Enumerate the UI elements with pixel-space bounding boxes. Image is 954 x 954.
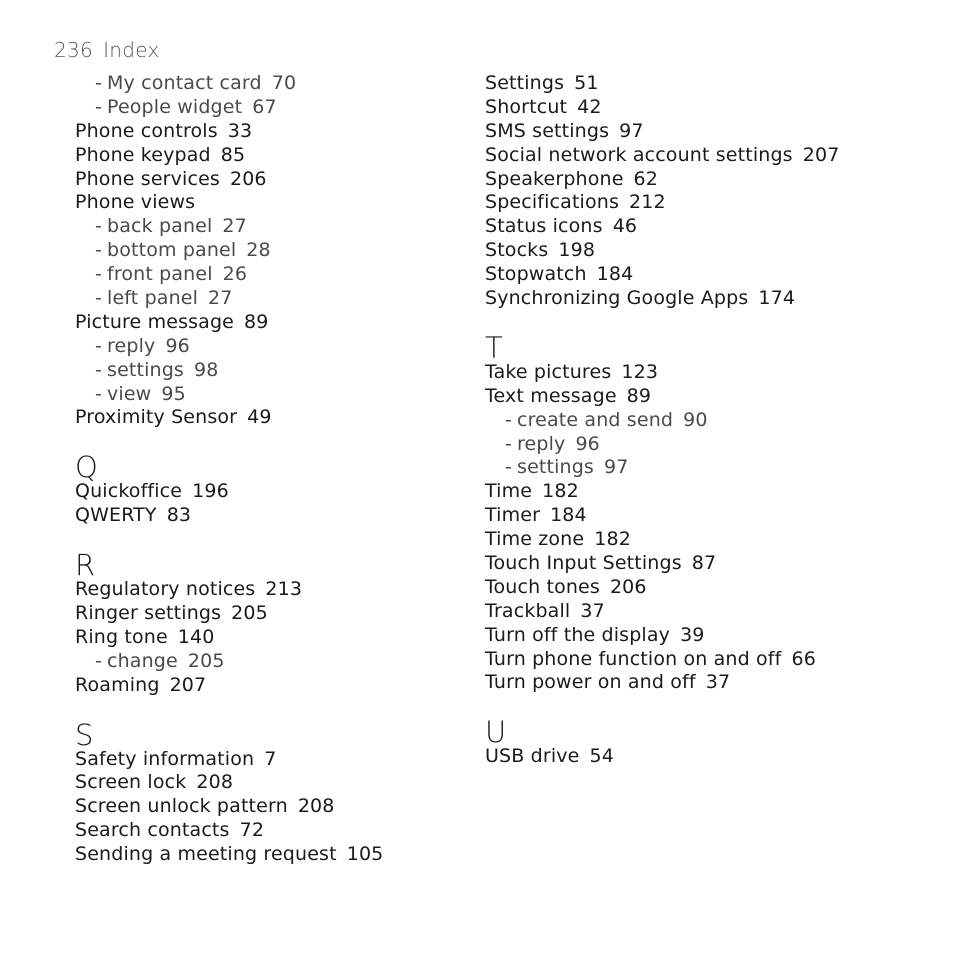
- subentry-dash: -: [505, 408, 513, 431]
- index-page-number: 105: [346, 843, 384, 866]
- index-term: Social network account settings: [485, 143, 793, 166]
- index-page-number: 174: [758, 287, 796, 310]
- index-entry: [75, 120, 383, 144]
- index-subentry: [75, 335, 383, 359]
- index-entry: [485, 600, 839, 624]
- index-term: People widget: [107, 95, 243, 118]
- index-entry: [485, 72, 839, 96]
- index-term: Text message: [485, 384, 617, 407]
- subentry-dash: -: [95, 95, 103, 118]
- index-entry: [75, 748, 383, 772]
- index-page-number: 87: [691, 552, 717, 575]
- index-page-number: 39: [680, 623, 705, 646]
- index-entry: [485, 576, 839, 600]
- index-term: reply: [107, 334, 156, 357]
- index-letter-heading: U: [485, 715, 507, 750]
- page-number: 236: [54, 38, 94, 62]
- page-header: [54, 38, 160, 62]
- index-term: Time: [485, 480, 533, 503]
- index-term: Ringer settings: [75, 602, 222, 625]
- index-term: Stopwatch: [485, 263, 587, 286]
- index-page-number: 95: [161, 382, 186, 405]
- index-page-number: 37: [580, 599, 605, 622]
- index-term: Speakerphone: [485, 167, 624, 190]
- subentry-dash: -: [95, 334, 103, 357]
- index-page-number: 206: [609, 575, 647, 598]
- index-entry: [485, 480, 839, 504]
- index-page-number: 37: [705, 671, 731, 694]
- index-page-number: 66: [791, 647, 816, 670]
- index-term: Search contacts: [75, 819, 230, 842]
- index-page-number: 7: [264, 747, 277, 770]
- index-term: back panel: [107, 215, 213, 238]
- index-term: Screen lock: [75, 771, 187, 794]
- index-subentry: [485, 433, 839, 457]
- index-page-number: 97: [619, 119, 644, 142]
- index-term: Turn phone function on and off: [485, 647, 782, 670]
- subentry-dash: -: [95, 215, 103, 238]
- index-entry: [485, 361, 839, 385]
- index-entry: [75, 626, 383, 650]
- index-term: SMS settings: [485, 119, 610, 142]
- index-page-number: 196: [192, 480, 229, 503]
- index-letter-heading: R: [75, 548, 96, 583]
- subentry-dash: -: [505, 432, 513, 455]
- index-entry: [75, 311, 383, 335]
- index-entry: [485, 287, 839, 311]
- index-page-number: 62: [633, 167, 659, 190]
- index-term: Sending a meeting request: [75, 843, 337, 866]
- index-entry: [485, 263, 839, 287]
- index-term: Turn off the display: [485, 623, 671, 646]
- index-page-number: 97: [603, 456, 629, 479]
- index-page-number: 96: [575, 432, 600, 455]
- index-term: Trackball: [485, 599, 571, 622]
- index-term: Phone controls: [75, 119, 218, 142]
- index-term: Time zone: [485, 528, 585, 551]
- index-entry: [75, 168, 383, 192]
- index-entry: [75, 674, 383, 698]
- subentry-dash: -: [95, 72, 103, 94]
- index-page-number: 85: [220, 143, 246, 166]
- index-term: Proximity Sensor: [75, 406, 238, 429]
- index-term: USB drive: [485, 745, 580, 768]
- index-page-number: 208: [297, 795, 335, 818]
- index-term: bottom panel: [107, 239, 237, 262]
- index-entry: [485, 385, 839, 409]
- index-letter-heading: Q: [75, 450, 98, 485]
- index-page-number: 90: [683, 408, 708, 431]
- index-subentry: [75, 239, 383, 263]
- index-page-number: 140: [177, 625, 215, 648]
- index-entry: [485, 191, 839, 215]
- index-subentry: [485, 409, 839, 433]
- index-term: QWERTY: [75, 504, 157, 527]
- index-column-left: [75, 72, 383, 867]
- index-page-number: 213: [265, 578, 303, 601]
- index-term: Regulatory notices: [75, 578, 256, 601]
- index-entry: [75, 578, 383, 602]
- index-page-number: 28: [246, 239, 271, 262]
- index-page-number: 83: [166, 504, 192, 527]
- index-term: Timer: [485, 504, 541, 527]
- index-page-number: 46: [612, 215, 638, 238]
- index-term: Phone views: [75, 191, 196, 214]
- index-entry: [75, 480, 383, 504]
- index-page-number: 182: [594, 528, 631, 551]
- index-entry: [75, 144, 383, 168]
- index-term: Touch Input Settings: [485, 552, 682, 575]
- section-title: Index: [103, 38, 160, 62]
- index-term: Shortcut: [485, 95, 568, 118]
- index-page-number: 67: [252, 95, 277, 118]
- index-entry: [485, 624, 839, 648]
- index-entry: [485, 648, 839, 672]
- index-subentry: [485, 456, 839, 480]
- index-subentry: [75, 383, 383, 407]
- index-term: change: [107, 649, 178, 672]
- index-entry: [485, 239, 839, 263]
- subentry-dash: -: [95, 649, 103, 672]
- index-letter-heading: T: [485, 330, 503, 365]
- subentry-dash: -: [505, 456, 513, 479]
- index-term: front panel: [107, 263, 213, 286]
- index-entry: [485, 528, 839, 552]
- index-page-number: 205: [231, 602, 268, 625]
- index-term: Roaming: [75, 673, 160, 696]
- index-page-number: 42: [577, 95, 602, 118]
- index-term: Touch tones: [485, 575, 600, 598]
- index-page-number: 96: [165, 334, 190, 357]
- index-subentry: [75, 287, 383, 311]
- index-term: settings: [107, 358, 184, 381]
- index-subentry: [75, 72, 383, 96]
- index-subentry: [75, 96, 383, 120]
- index-page-number: 207: [802, 143, 840, 166]
- index-page-number: 206: [229, 167, 267, 190]
- index-term: Ring tone: [75, 625, 168, 648]
- index-subentry: [75, 215, 383, 239]
- index-entry: [485, 552, 839, 576]
- index-term: Safety information: [75, 747, 255, 770]
- index-term: My contact card: [107, 72, 262, 94]
- index-term: Phone keypad: [75, 143, 211, 166]
- index-term: view: [107, 382, 152, 405]
- index-term: Synchronizing Google Apps: [485, 287, 749, 310]
- index-entry: [485, 671, 839, 695]
- index-entry: [75, 771, 383, 795]
- index-term: create and send: [517, 408, 674, 431]
- index-letter-heading: S: [75, 717, 94, 752]
- index-page-number: 205: [187, 649, 225, 672]
- index-entry: [485, 504, 839, 528]
- index-page-number: 89: [244, 310, 269, 333]
- index-entry: [485, 96, 839, 120]
- index-entry: [75, 406, 383, 430]
- index-term: Specifications: [485, 191, 619, 214]
- index-page-number: 184: [550, 504, 587, 527]
- index-page-number: 54: [589, 745, 614, 768]
- index-subentry: [75, 650, 383, 674]
- index-term: Take pictures: [485, 360, 612, 383]
- index-entry: [485, 745, 839, 769]
- index-term: Stocks: [485, 239, 549, 262]
- index-page-number: 207: [169, 673, 207, 696]
- index-term: Picture message: [75, 310, 235, 333]
- index-page-number: 27: [208, 287, 233, 310]
- index-entry: [485, 120, 839, 144]
- index-term: Phone services: [75, 167, 220, 190]
- index-page-number: 26: [222, 263, 248, 286]
- index-term: Screen unlock pattern: [75, 795, 288, 818]
- index-term: left panel: [107, 287, 199, 310]
- index-entry: [75, 504, 383, 528]
- index-page-number: 98: [193, 358, 219, 381]
- index-page-number: 27: [222, 215, 247, 238]
- index-page-number: 182: [542, 480, 579, 503]
- subentry-dash: -: [95, 287, 103, 310]
- index-page-number: 123: [621, 360, 659, 383]
- index-entry: [75, 795, 383, 819]
- index-term: Status icons: [485, 215, 603, 238]
- index-term: reply: [517, 432, 566, 455]
- index-page-number: 89: [626, 384, 652, 407]
- index-page-number: 51: [574, 72, 599, 94]
- index-column-right: [485, 72, 839, 769]
- subentry-dash: -: [95, 382, 103, 405]
- index-term: settings: [517, 456, 594, 479]
- index-subentry: [75, 359, 383, 383]
- index-page-number: 212: [629, 191, 666, 214]
- index-entry: [75, 602, 383, 626]
- index-entry: [485, 144, 839, 168]
- index-page-number: 49: [247, 406, 272, 429]
- index-subentry: [75, 263, 383, 287]
- index-page-number: 184: [596, 263, 634, 286]
- index-entry: [75, 191, 383, 215]
- index-term: Quickoffice: [75, 480, 183, 503]
- index-page-number: 208: [196, 771, 234, 794]
- subentry-dash: -: [95, 358, 103, 381]
- subentry-dash: -: [95, 263, 103, 286]
- index-page-number: 72: [239, 819, 265, 842]
- index-term: Settings: [485, 72, 565, 94]
- index-page-number: 198: [558, 239, 596, 262]
- index-page-number: 33: [227, 119, 253, 142]
- index-term: Turn power on and off: [485, 671, 696, 694]
- index-page-number: 70: [271, 72, 297, 94]
- subentry-dash: -: [95, 239, 103, 262]
- index-entry: [75, 843, 383, 867]
- index-entry: [75, 819, 383, 843]
- index-entry: [485, 168, 839, 192]
- index-entry: [485, 215, 839, 239]
